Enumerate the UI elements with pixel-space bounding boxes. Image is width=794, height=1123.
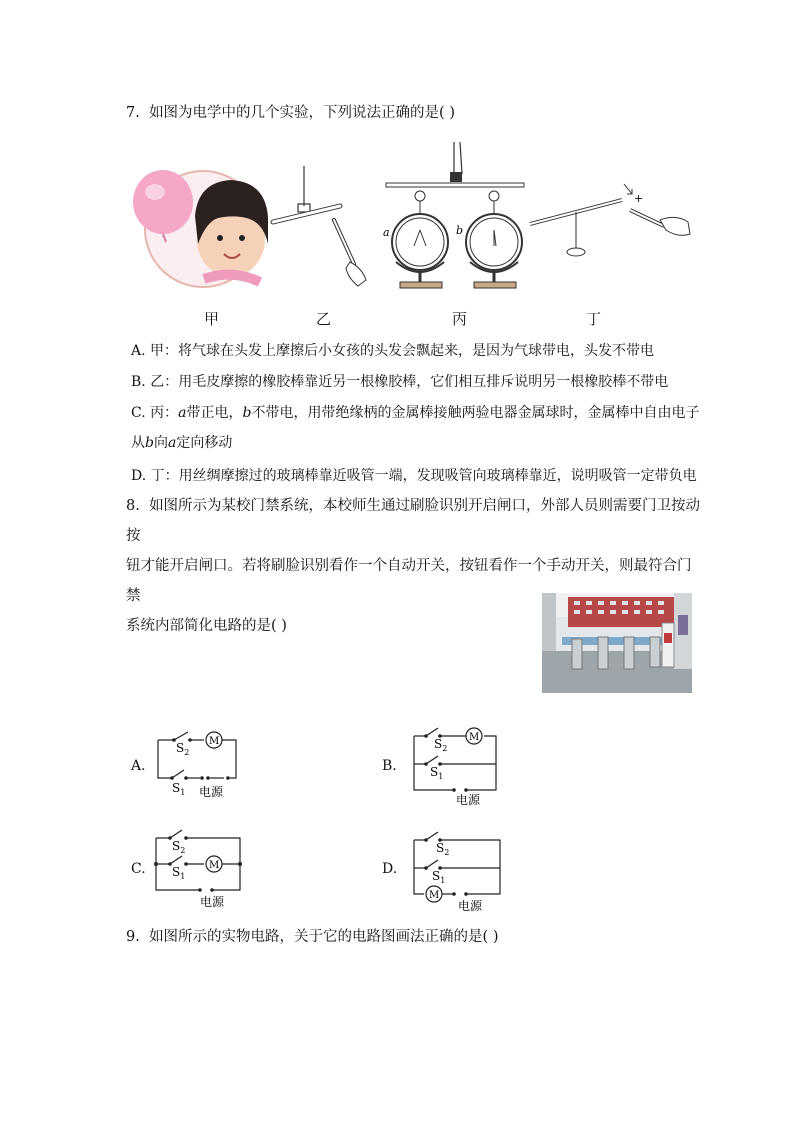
svg-text:S2: $S_2$ bbox=[436, 841, 450, 857]
electroscope-label-b: b bbox=[456, 224, 464, 237]
svg-text:S1: $S_1$ bbox=[172, 781, 186, 797]
svg-text:M: M bbox=[209, 860, 220, 871]
q7-option-b: B. 乙：用毛皮摩擦的橡胶棒靠近另一根橡胶棒，它们相互排斥说明另一根橡胶棒不带电 bbox=[131, 374, 669, 390]
svg-text:S1: $S_1$ bbox=[430, 765, 444, 781]
q9-number: 9. bbox=[126, 929, 140, 945]
svg-text:+: + bbox=[634, 192, 644, 205]
q9-stem-text: 如图所示的实物电路，关于它的电路图画法正确的是( ) bbox=[149, 929, 499, 945]
svg-text:S1: $S_1$ bbox=[432, 869, 446, 885]
q7-stem bbox=[126, 98, 706, 128]
switch-label-s1: S bbox=[172, 781, 181, 795]
q8-option-b-label: B. bbox=[382, 758, 397, 774]
circuit-a bbox=[152, 722, 247, 802]
svg-text:S2: $S_2$ bbox=[172, 839, 186, 855]
figure-bing-electroscopes bbox=[383, 142, 524, 288]
switch-label-s2: S bbox=[176, 741, 185, 755]
figure-ding-straw bbox=[530, 184, 690, 256]
q7-figure bbox=[128, 134, 700, 330]
figure-label-ding: 丁 bbox=[586, 310, 602, 328]
figure-label-bing: 丙 bbox=[452, 310, 468, 328]
figure-label-jia: 甲 bbox=[204, 310, 220, 328]
q7-option-d: D. 丁：用丝绸摩擦过的玻璃棒靠近吸管一端，发现吸管向玻璃棒靠近，说明吸管一定带负电 bbox=[131, 468, 697, 484]
figure-label-yi: 乙 bbox=[316, 310, 332, 328]
q7-option-c: C. 丙：a带正电，b不带电，用带绝缘柄的金属棒接触两验电器金属球时，金属棒中自由电子 从b向a定向移动 bbox=[131, 405, 700, 451]
figure-yi-rods bbox=[273, 166, 366, 286]
svg-text:S2: $S_2$ bbox=[434, 737, 448, 753]
circuit-d bbox=[406, 828, 506, 914]
q8-option-d-label: D. bbox=[382, 861, 398, 877]
svg-text:电源: 电源 bbox=[200, 895, 225, 909]
q8-stem: 8. 如图所示为某校门禁系统，本校师生通过刷脸识别开启闸口，外部人员则需要门卫按动按 钮才能开启闸口。若将刷脸识别看作一个自动开关，按钮看作一个手动开关，则最符合门禁 系统内部简化电路的是( ) bbox=[126, 498, 701, 634]
figure-jia-balloon-girl bbox=[133, 170, 268, 287]
svg-text:电源: 电源 bbox=[458, 899, 483, 913]
electroscope-label-a: a bbox=[383, 226, 390, 239]
gate-photo bbox=[542, 593, 692, 693]
circuit-b bbox=[408, 724, 508, 810]
svg-text:M: M bbox=[469, 732, 480, 743]
circuit-c bbox=[150, 826, 250, 912]
svg-text:M: M bbox=[429, 890, 440, 901]
motor-label: M bbox=[209, 736, 220, 747]
svg-text:S2: $S_2$ bbox=[176, 741, 190, 757]
q8-option-a-label: A. bbox=[131, 758, 146, 774]
power-source-label: 电源 bbox=[199, 785, 224, 799]
q9-stem bbox=[126, 922, 706, 952]
q7-option-a: A. 甲：将气球在头发上摩擦后小女孩的头发会飘起来，是因为气球带电，头发不带电 bbox=[131, 343, 655, 359]
svg-text:S1: $S_1$ bbox=[172, 865, 186, 881]
q7-stem-text: 如图为电学中的几个实验，下列说法正确的是( ) bbox=[149, 105, 455, 121]
svg-text:电源: 电源 bbox=[456, 793, 481, 807]
q8-option-c-label: C. bbox=[131, 861, 146, 877]
q7-number: 7. bbox=[126, 105, 140, 121]
q8-number: 8. bbox=[126, 498, 140, 514]
